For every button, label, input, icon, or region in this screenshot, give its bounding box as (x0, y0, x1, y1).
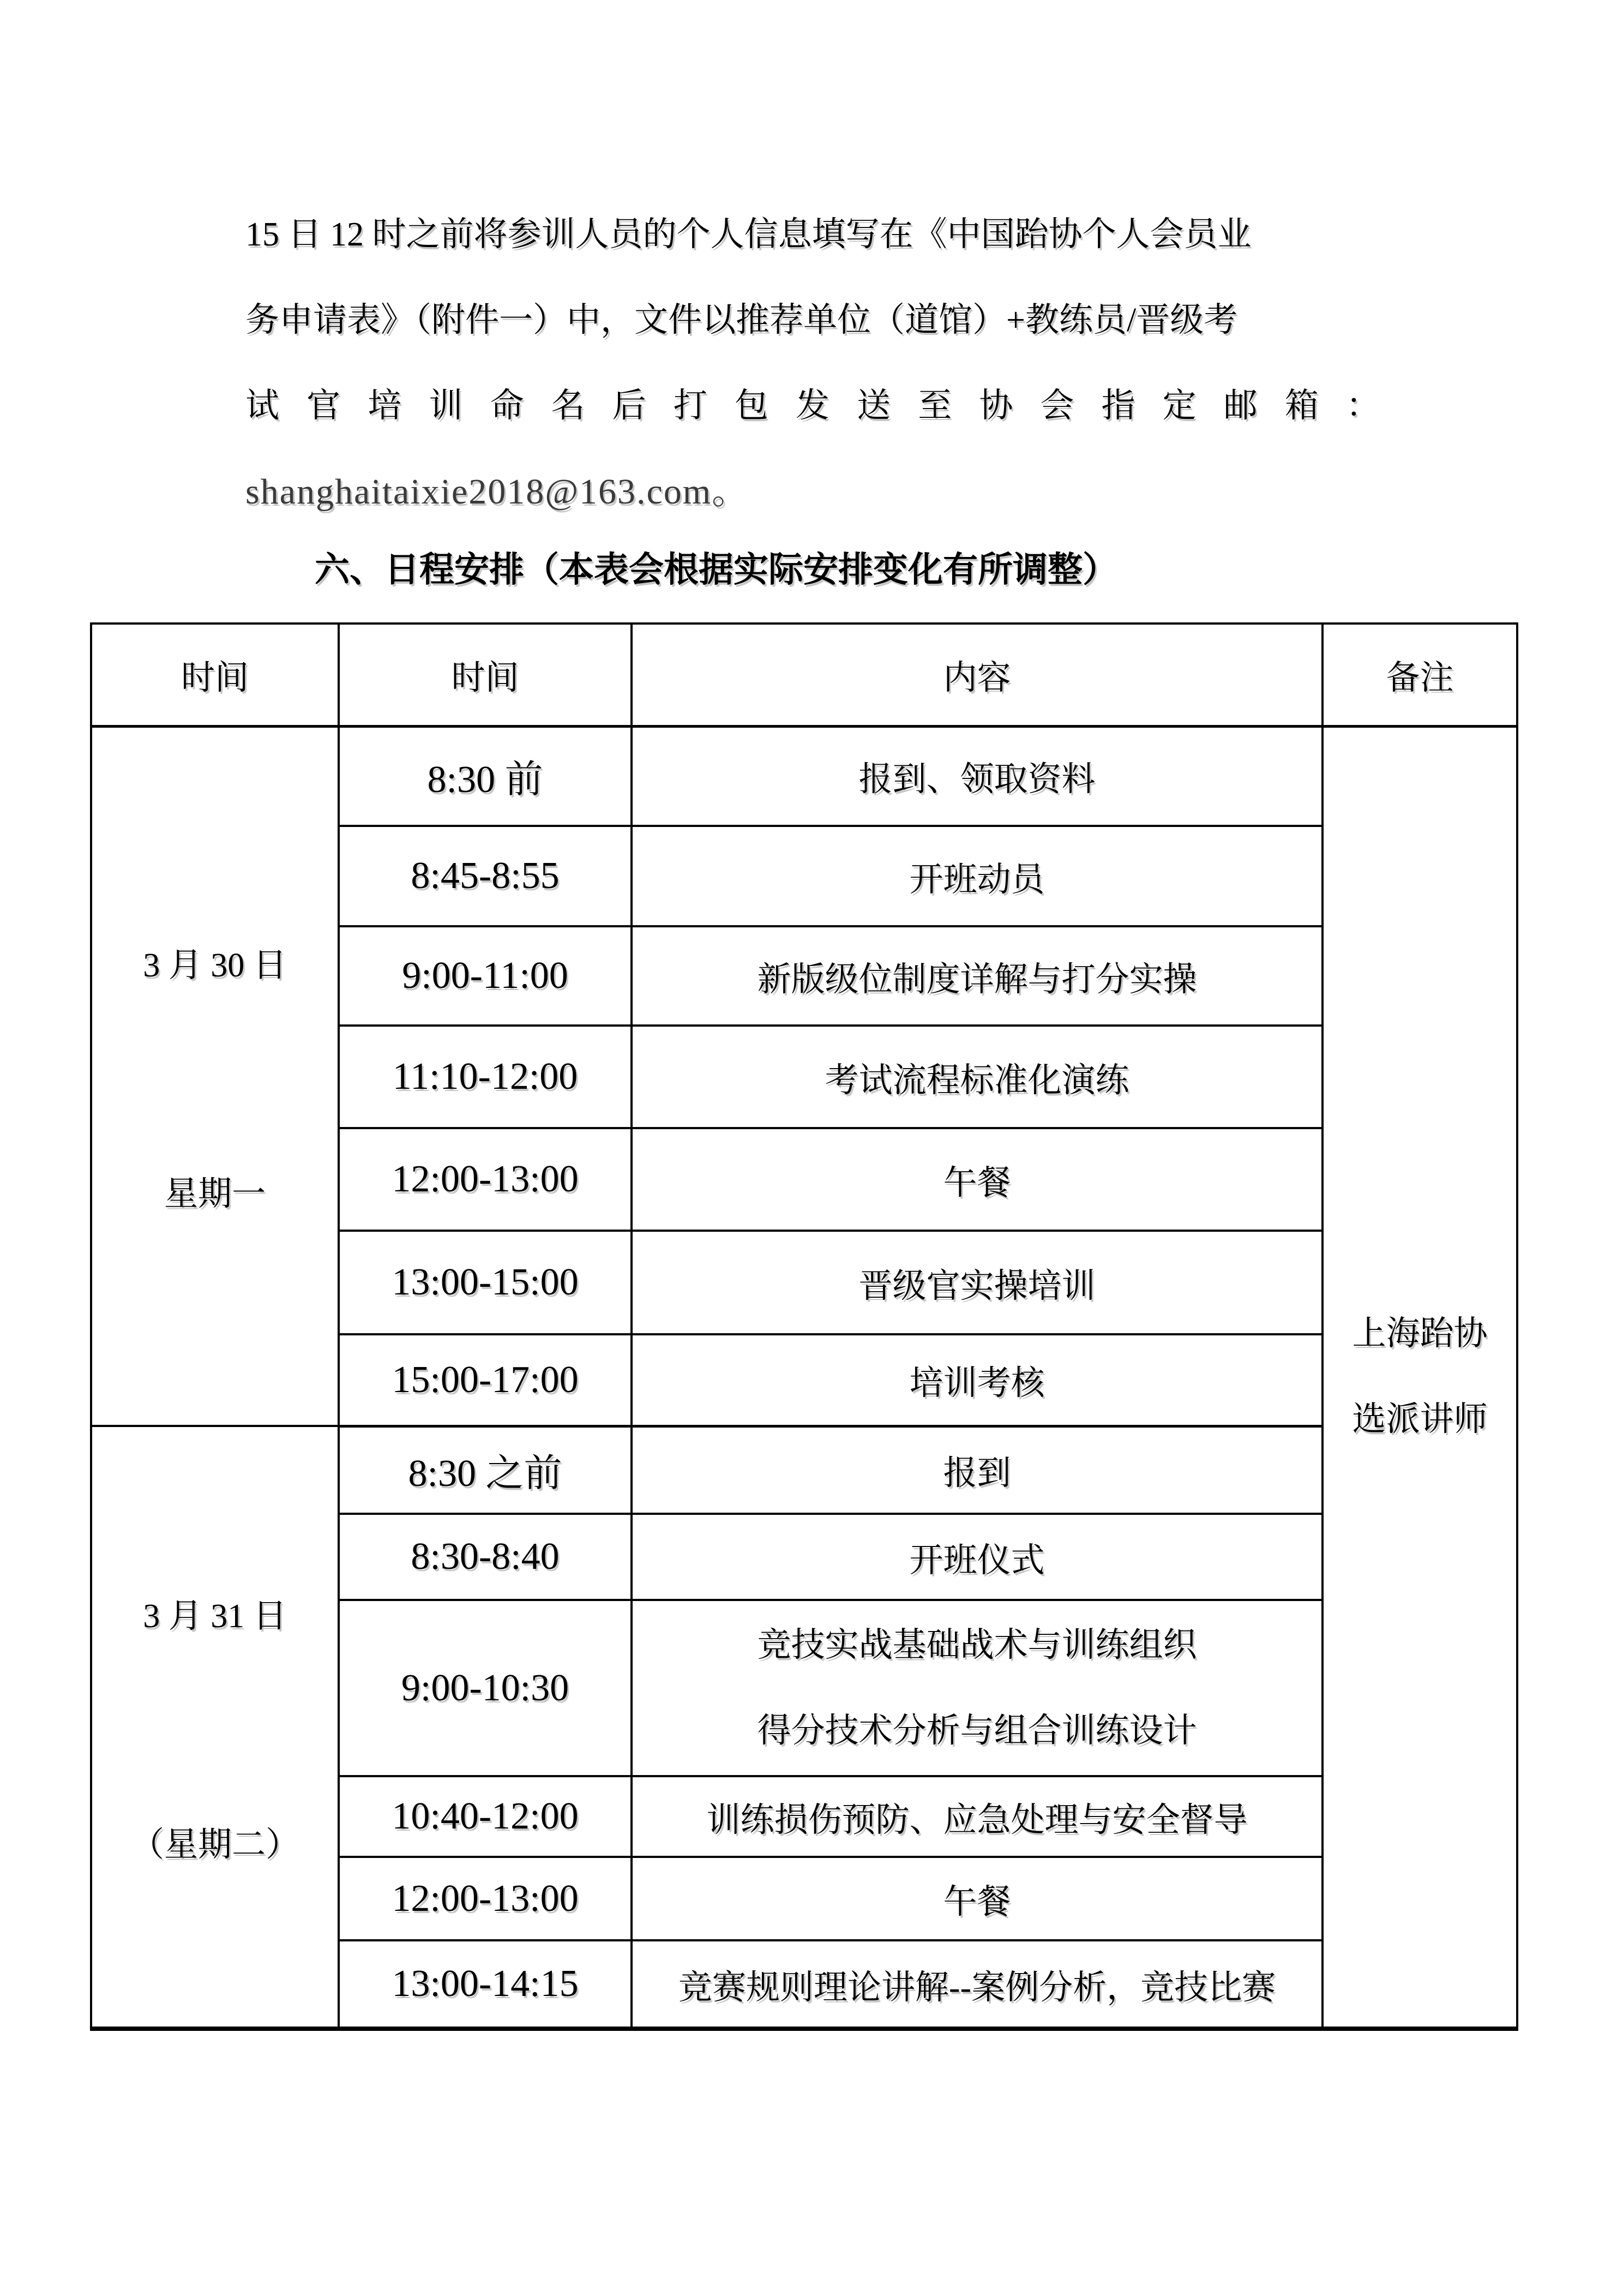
day2-date: 3 月 31 日 (143, 1597, 287, 1635)
email-address: shanghaitaixie2018@163.com。 (245, 472, 749, 512)
header-content: 内容 (632, 624, 1323, 726)
time-cell: 9:00-10:30 (339, 1600, 632, 1776)
schedule-table (90, 622, 1518, 2031)
time-cell: 8:30 之前 (339, 1426, 632, 1514)
content-cell: 午餐 (632, 1857, 1323, 1940)
content-cell: 晋级官实操培训 (632, 1231, 1323, 1334)
content-line-1: 竞技实战基础战术与训练组织 (757, 1626, 1197, 1664)
content-cell: 培训考核 (632, 1334, 1323, 1426)
paragraph-line-3: 试 官 培 训 命 名 后 打 包 发 送 至 协 会 指 定 邮 箱 ： (245, 387, 1380, 424)
table-row (91, 1426, 1517, 1514)
time-cell: 8:45-8:55 (339, 826, 632, 926)
table-header-row (91, 624, 1517, 726)
content-cell: 报到 (632, 1426, 1323, 1514)
time-cell: 8:30-8:40 (339, 1514, 632, 1600)
content-cell: 新版级位制度详解与打分实操 (632, 926, 1323, 1026)
day1-date: 3 月 30 日 (143, 946, 287, 984)
time-cell: 10:40-12:00 (339, 1776, 632, 1857)
day2-weekday: （星期二） (130, 1826, 299, 1863)
header-time-2: 时间 (339, 624, 632, 726)
time-cell: 12:00-13:00 (339, 1857, 632, 1940)
remark-line-1: 上海跆协 (1352, 1315, 1488, 1353)
intro-paragraph (245, 192, 1380, 535)
day1-weekday: 星期一 (164, 1175, 266, 1213)
table-row (91, 726, 1517, 826)
content-cell: 开班动员 (632, 826, 1323, 926)
time-cell: 9:00-11:00 (339, 926, 632, 1026)
content-cell: 开班仪式 (632, 1514, 1323, 1600)
paragraph-line-1: 15 日 12 时之前将参训人员的个人信息填写在《中国跆协个人会员业 (245, 216, 1252, 253)
content-cell: 竞赛规则理论讲解--案例分析，竞技比赛 (632, 1940, 1323, 2029)
content-cell: 考试流程标准化演练 (632, 1026, 1323, 1128)
content-cell: 午餐 (632, 1128, 1323, 1231)
time-cell: 8:30 前 (339, 726, 632, 826)
paragraph-line-2: 务申请表》（附件一）中，文件以推荐单位（道馆）+教练员/晋级考 (245, 302, 1238, 339)
date-cell-day2 (91, 1426, 339, 2029)
section-heading: 六、日程安排（本表会根据实际安排变化有所调整） (315, 550, 1117, 589)
content-cell (632, 1600, 1323, 1776)
date-cell-day1 (91, 726, 339, 1426)
content-cell: 训练损伤预防、应急处理与安全督导 (632, 1776, 1323, 1857)
remark-line-2: 选派讲师 (1352, 1401, 1488, 1438)
content-cell: 报到、领取资料 (632, 726, 1323, 826)
time-cell: 12:00-13:00 (339, 1128, 632, 1231)
time-cell: 13:00-14:15 (339, 1940, 632, 2029)
header-remark: 备注 (1323, 624, 1517, 726)
time-cell: 11:10-12:00 (339, 1026, 632, 1128)
time-cell: 13:00-15:00 (339, 1231, 632, 1334)
content-line-2: 得分技术分析与组合训练设计 (757, 1712, 1197, 1749)
remark-cell (1323, 726, 1517, 2029)
time-cell: 15:00-17:00 (339, 1334, 632, 1426)
header-time-1: 时间 (91, 624, 339, 726)
